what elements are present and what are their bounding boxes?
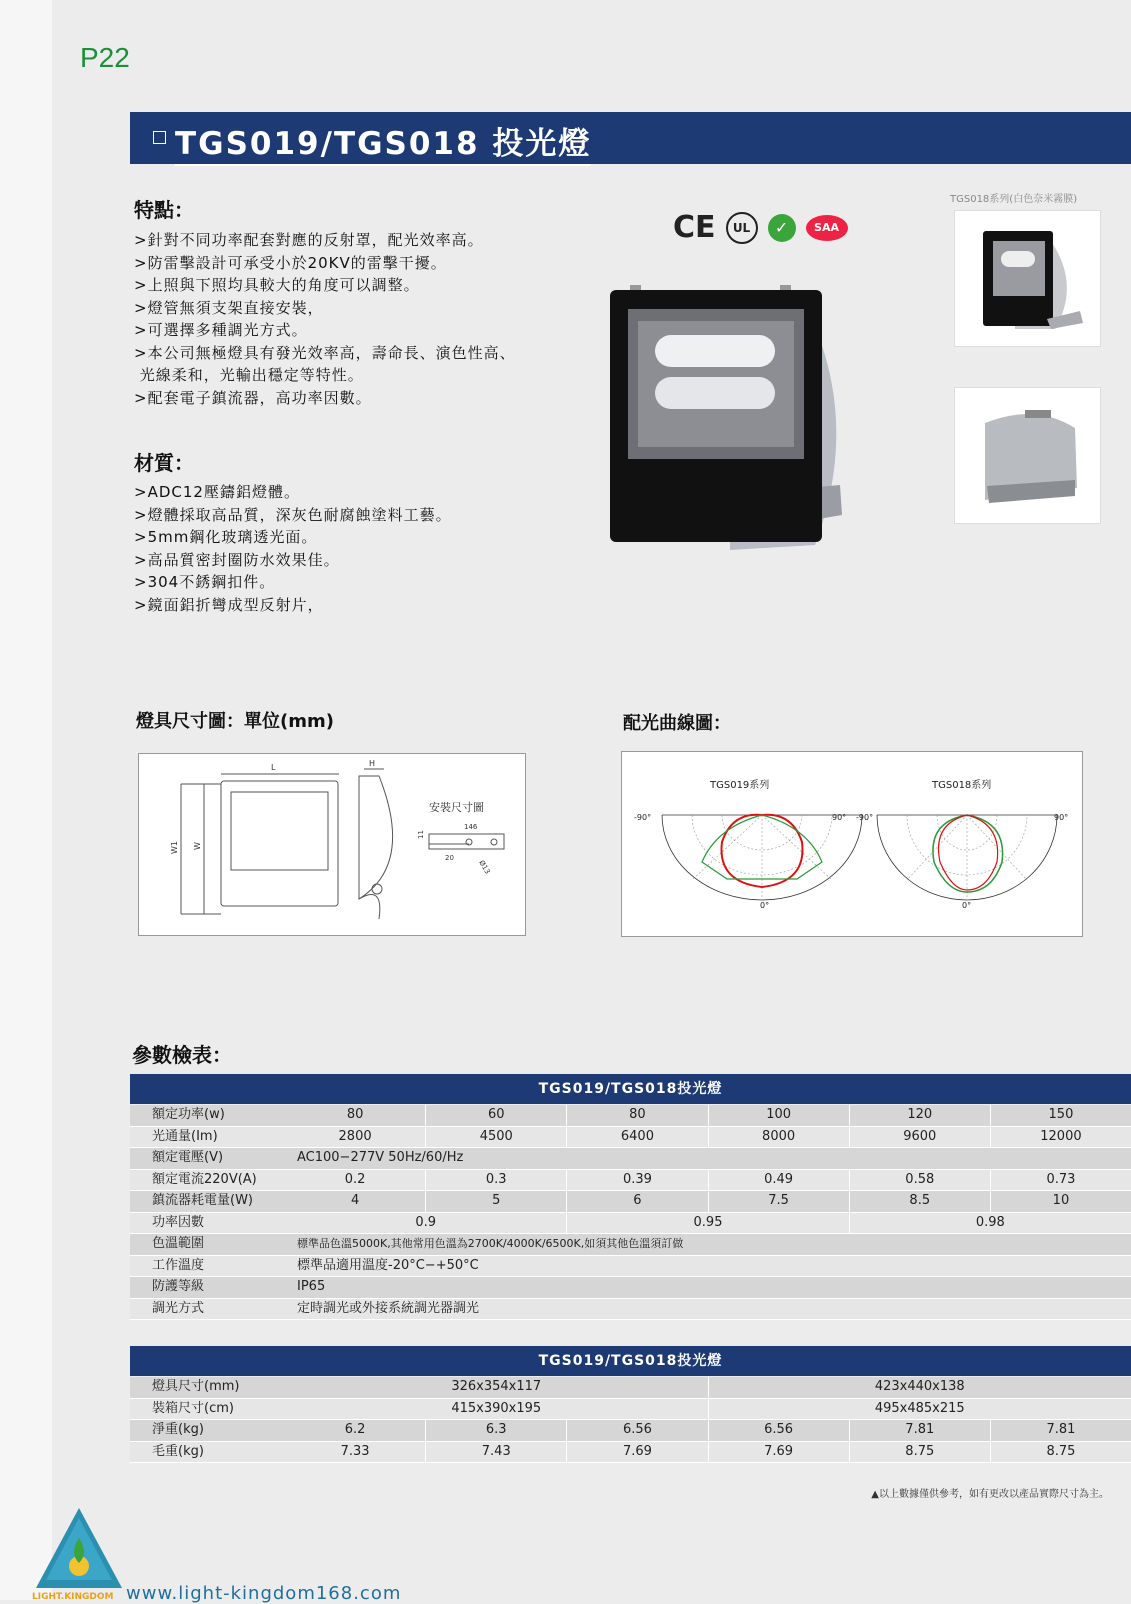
dim-L-label: L — [271, 763, 276, 772]
table-row — [130, 1277, 1131, 1299]
table-row — [130, 1256, 1131, 1278]
table-cell: 定時調光或外接系統調光器調光 — [285, 1299, 1131, 1320]
table-cell: IP65 — [285, 1277, 1131, 1298]
table-cell: 2800 — [285, 1127, 425, 1148]
footnote: ▲以上數據僅供參考，如有更改以產品實際尺寸為主。 — [871, 1485, 1109, 1500]
right-zero: 0° — [962, 901, 971, 910]
photometric-heading: 配光曲線圖： — [623, 709, 731, 735]
dim-W1-label: W1 — [170, 841, 179, 854]
table-cell: 0.98 — [849, 1213, 1131, 1234]
params-table — [130, 1105, 1131, 1320]
table-row — [130, 1170, 1131, 1192]
table-cell: 0.39 — [566, 1170, 707, 1191]
list-item: >燈體採取高品質，深灰色耐腐蝕塗料工藝。 — [134, 504, 452, 527]
table-cell: 12000 — [990, 1127, 1131, 1148]
list-item: >針對不同功率配套對應的反射罩，配光效率高。 — [134, 229, 516, 252]
row-label: 防護等級 — [130, 1277, 270, 1298]
table-cell: 7.69 — [566, 1442, 707, 1463]
table-cell: 0.58 — [849, 1170, 990, 1191]
table-cell: 8.5 — [849, 1191, 990, 1212]
left-series-label: TGS019系列 — [709, 778, 769, 791]
table-cell: 0.49 — [708, 1170, 849, 1191]
dimension-drawing-svg — [139, 754, 525, 935]
table-cell: 0.3 — [425, 1170, 566, 1191]
left-margin — [0, 0, 52, 1600]
thumbnail-front — [954, 210, 1101, 347]
table-cell: 100 — [708, 1105, 849, 1126]
table-cell: 7.69 — [708, 1442, 849, 1463]
table-row — [130, 1105, 1131, 1127]
table-row — [130, 1234, 1131, 1256]
table-cell: 6.56 — [708, 1420, 849, 1441]
install-label: 安裝尺寸圖 — [429, 800, 484, 814]
left-neg90: -90° — [634, 813, 651, 822]
website-link[interactable]: www.light-kingdom168.com — [126, 1583, 401, 1604]
rohs-mark-icon: ✓ — [768, 214, 796, 242]
table-cell: 0.95 — [566, 1213, 848, 1234]
table-cell: 6 — [566, 1191, 707, 1212]
table-cell: 6400 — [566, 1127, 707, 1148]
checkbox-square-icon — [153, 131, 166, 144]
table-cell: 6.3 — [425, 1420, 566, 1441]
table-cell: 60 — [425, 1105, 566, 1126]
dimensions-table — [130, 1377, 1131, 1463]
materials-list — [134, 481, 452, 616]
left-pos90: 90° — [832, 813, 846, 822]
table-row — [130, 1399, 1131, 1421]
table-cell: 標準品適用溫度-20°C−+50°C — [285, 1256, 1131, 1277]
table-row — [130, 1442, 1131, 1464]
table-cell: 7.33 — [285, 1442, 425, 1463]
row-label: 色溫範圍 — [130, 1234, 270, 1255]
table-cell: 0.73 — [990, 1170, 1131, 1191]
dim-146-label: 146 — [464, 823, 478, 831]
row-label: 光通量(Im) — [130, 1127, 270, 1148]
logo-text: LIGHT.KINGDOM — [32, 1592, 114, 1602]
list-item: >本公司無極燈具有發光效率高，壽命長、演色性高、 — [134, 342, 516, 365]
table-row — [130, 1377, 1131, 1399]
table-cell: 4500 — [425, 1127, 566, 1148]
ul-mark-icon: UL — [726, 212, 758, 244]
table-cell: 0.9 — [285, 1213, 566, 1234]
row-label: 額定電壓(V) — [130, 1148, 270, 1169]
table-row — [130, 1213, 1131, 1235]
list-item: >防雷擊設計可承受小於20KV的雷擊干擾。 — [134, 252, 516, 275]
ce-mark-icon: CE — [673, 210, 716, 245]
table-cell: 0.2 — [285, 1170, 425, 1191]
right-green-curve — [933, 815, 1003, 892]
right-series-label: TGS018系列 — [931, 778, 991, 791]
table-cell: 6.56 — [566, 1420, 707, 1441]
table-cell: 5 — [425, 1191, 566, 1212]
table-cell: 7.43 — [425, 1442, 566, 1463]
table-cell: 80 — [285, 1105, 425, 1126]
list-item: >可選擇多種調光方式。 — [134, 319, 516, 342]
photometric-svg — [622, 752, 1082, 936]
table-cell: 10 — [990, 1191, 1131, 1212]
lamp-tube-upper — [655, 335, 775, 367]
table-cell: 415x390x195 — [285, 1399, 708, 1420]
dimension-drawing — [138, 753, 526, 936]
list-item: >配套電子鎮流器，高功率因數。 — [134, 387, 516, 410]
table-cell: 7.81 — [849, 1420, 990, 1441]
row-label: 燈具尺寸(mm) — [130, 1377, 270, 1398]
table-cell: 標準品色溫5000K,其他常用色溫為2700K/4000K/6500K,如須其他色溫須訂做 — [285, 1234, 1131, 1255]
product-photo — [610, 275, 850, 565]
dim-13-label: Ø13 — [477, 859, 491, 875]
materials-heading: 材質： — [134, 447, 194, 476]
page-title: TGS019/TGS018 投光燈 — [175, 118, 591, 166]
list-item: >高品質密封圈防水效果佳。 — [134, 549, 452, 572]
right-pos90: 90° — [1054, 813, 1068, 822]
lamp-tube-lower — [655, 377, 775, 409]
light-kingdom-logo-icon — [34, 1508, 124, 1588]
thumbnail-front-image — [955, 211, 1100, 346]
dimension-heading: 燈具尺寸圖：單位(mm) — [136, 707, 334, 733]
table-cell: 6.2 — [285, 1420, 425, 1441]
table-row — [130, 1148, 1131, 1170]
table-cell: 120 — [849, 1105, 990, 1126]
features-list — [134, 229, 516, 409]
table-cell: 7.81 — [990, 1420, 1131, 1441]
thumbnail-back-image — [955, 388, 1100, 523]
list-item: 光線柔和，光輸出穩定等特性。 — [134, 364, 516, 387]
table-cell: 150 — [990, 1105, 1131, 1126]
table-row — [130, 1299, 1131, 1321]
table-cell: 80 — [566, 1105, 707, 1126]
page-number: P22 — [80, 42, 130, 74]
row-label: 功率因數 — [130, 1213, 270, 1234]
row-label: 裝箱尺寸(cm) — [130, 1399, 270, 1420]
table-cell: 423x440x138 — [708, 1377, 1131, 1398]
list-item: >5mm鋼化玻璃透光面。 — [134, 526, 452, 549]
row-label: 鎮流器耗電量(W) — [130, 1191, 270, 1212]
thumbnail-back — [954, 387, 1101, 524]
table-cell: 8.75 — [990, 1442, 1131, 1463]
table-cell: AC100−277V 50Hz/60/Hz — [285, 1148, 1131, 1169]
dim-H-label: H — [369, 759, 375, 768]
table-cell: 495x485x215 — [708, 1399, 1131, 1420]
list-item: >燈管無須支架直接安裝， — [134, 297, 516, 320]
dim-W-label: W — [193, 842, 202, 850]
right-neg90: -90° — [856, 813, 873, 822]
table-cell: 9600 — [849, 1127, 990, 1148]
table-cell: 7.5 — [708, 1191, 849, 1212]
table-cell: 326x354x117 — [285, 1377, 708, 1398]
table-cell: 8000 — [708, 1127, 849, 1148]
photometric-diagram — [621, 751, 1083, 937]
table-row — [130, 1420, 1131, 1442]
row-label: 毛重(kg) — [130, 1442, 270, 1463]
list-item: >上照與下照均具較大的角度可以調整。 — [134, 274, 516, 297]
dim-20-label: 20 — [445, 854, 454, 862]
list-item: >鏡面鋁折彎成型反射片， — [134, 594, 452, 617]
dim-11-label: 11 — [417, 830, 425, 839]
table-row — [130, 1191, 1131, 1213]
table-cell: 8.75 — [849, 1442, 990, 1463]
params-heading: 參數檢表： — [132, 1039, 232, 1068]
certification-logos — [673, 210, 848, 245]
left-zero: 0° — [760, 901, 769, 910]
row-label: 工作溫度 — [130, 1256, 270, 1277]
row-label: 額定電流220V(A) — [130, 1170, 270, 1191]
table-cell: 4 — [285, 1191, 425, 1212]
table2-title: TGS019/TGS018投光燈 — [130, 1346, 1131, 1376]
table1-title: TGS019/TGS018投光燈 — [130, 1074, 1131, 1104]
saa-mark-icon: SAA — [806, 215, 848, 241]
list-item: >304不銹鋼扣件。 — [134, 571, 452, 594]
list-item: >ADC12壓鑄鋁燈體。 — [134, 481, 452, 504]
row-label: 額定功率(w) — [130, 1105, 270, 1126]
right-red-curve — [939, 815, 998, 890]
row-label: 調光方式 — [130, 1299, 270, 1320]
side-caption: TGS018系列(白色奈米霧膜) — [950, 190, 1077, 205]
table-row — [130, 1127, 1131, 1149]
row-label: 淨重(kg) — [130, 1420, 270, 1441]
features-heading: 特點： — [134, 194, 194, 223]
